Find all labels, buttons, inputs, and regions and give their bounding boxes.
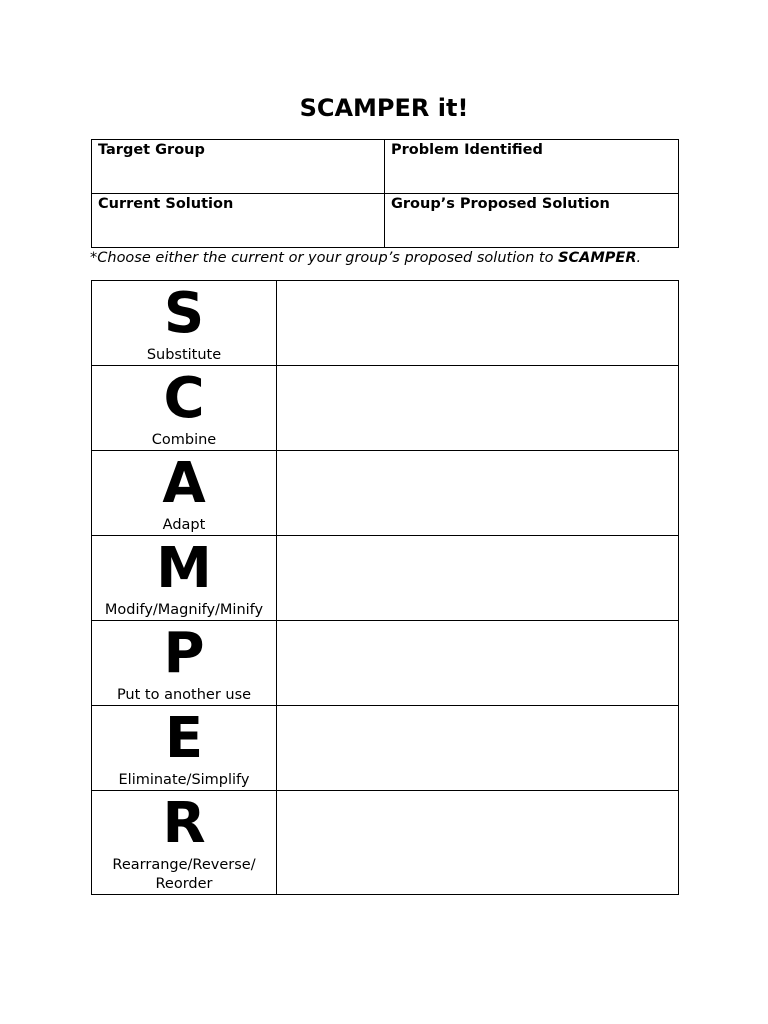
letter-cell	[92, 366, 277, 451]
scamper-word: Modify/Magnify/Minify	[104, 602, 264, 618]
letter-cell	[92, 706, 277, 791]
scamper-letter: M	[156, 536, 212, 601]
scamper-letter: E	[164, 706, 204, 771]
scamper-word: Put to another use	[116, 687, 252, 703]
scamper-row-s	[92, 281, 679, 366]
scamper-table	[91, 280, 679, 895]
note-emphasis: SCAMPER	[558, 250, 637, 266]
letter-cell	[92, 281, 277, 366]
scamper-row-a	[92, 451, 679, 536]
note-suffix: .	[636, 250, 642, 266]
letter-cell	[92, 451, 277, 536]
scamper-word: Rearrange/Reverse/ Reorder	[112, 857, 256, 892]
scamper-letter: S	[163, 281, 205, 346]
scamper-letter: P	[163, 621, 205, 686]
letter-cell	[92, 536, 277, 621]
current-solution-cell[interactable]	[92, 194, 385, 248]
problem-identified-label: Problem Identified	[391, 142, 543, 158]
problem-identified-cell[interactable]	[385, 140, 679, 194]
scamper-word: Eliminate/Simplify	[118, 772, 250, 788]
answer-cell-eliminate[interactable]	[277, 706, 679, 791]
answer-cell-put-to-use[interactable]	[277, 621, 679, 706]
proposed-solution-cell[interactable]	[385, 194, 679, 248]
proposed-solution-label: Group’s Proposed Solution	[391, 196, 610, 212]
answer-cell-modify[interactable]	[277, 536, 679, 621]
scamper-row-e	[92, 706, 679, 791]
answer-cell-rearrange[interactable]	[277, 791, 679, 895]
answer-cell-adapt[interactable]	[277, 451, 679, 536]
note-prefix: *Choose either the current or your group’s proposed solution to	[90, 250, 559, 266]
letter-cell	[92, 791, 277, 895]
scamper-letter: A	[162, 451, 206, 516]
scamper-word: Combine	[151, 432, 217, 448]
scamper-letter: R	[162, 791, 206, 856]
scamper-row-m	[92, 536, 679, 621]
scamper-word: Adapt	[162, 517, 206, 533]
answer-cell-substitute[interactable]	[277, 281, 679, 366]
page-title: SCAMPER it!	[299, 94, 469, 122]
scamper-row-p	[92, 621, 679, 706]
target-group-cell[interactable]	[92, 140, 385, 194]
letter-cell	[92, 621, 277, 706]
scamper-row-c	[92, 366, 679, 451]
answer-cell-combine[interactable]	[277, 366, 679, 451]
scamper-word: Substitute	[146, 347, 222, 363]
current-solution-label: Current Solution	[98, 196, 234, 212]
scamper-row-r	[92, 791, 679, 895]
target-group-label: Target Group	[98, 142, 205, 158]
scamper-letter: C	[163, 366, 205, 431]
instruction-note	[90, 249, 690, 267]
info-table	[91, 139, 679, 248]
